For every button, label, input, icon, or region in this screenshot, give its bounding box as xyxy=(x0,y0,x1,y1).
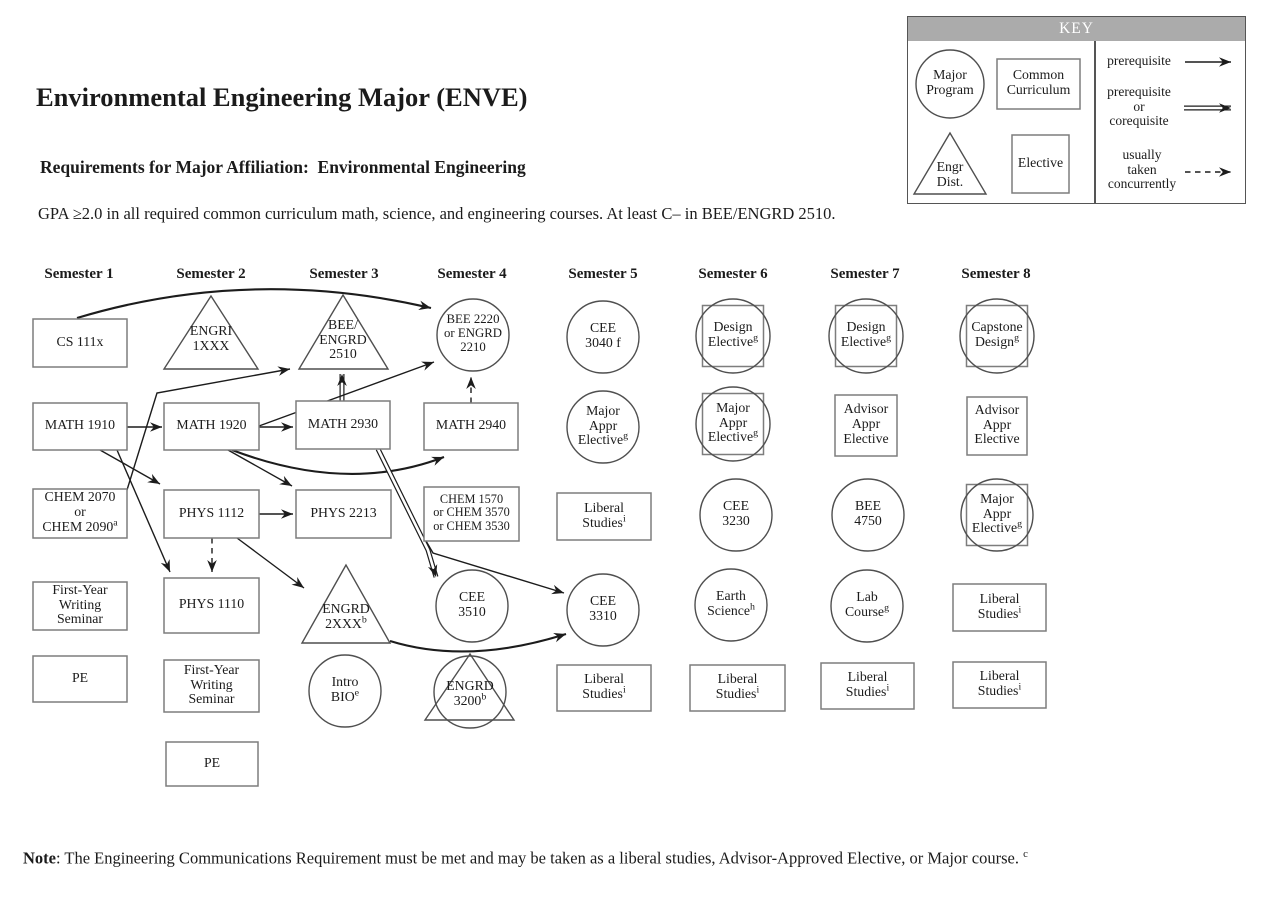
label-libst5a: Liberal Studies$^i$ xyxy=(582,499,626,530)
key-legend xyxy=(907,16,1246,204)
label-introbio: Intro BIO$^e$ xyxy=(330,674,360,704)
label-labcourse: Lab Course$^g$ xyxy=(844,589,890,619)
label-key-prerequisite-label: prerequisite xyxy=(1107,52,1171,68)
footnote-body: : The Engineering Communications Requirement must be met and may be taken as a liberal studies, Advisor-Approved Elective, or Major course. xyxy=(55,848,1024,868)
label-key-engr-dist: Engr Dist. xyxy=(936,159,964,189)
label-key-prerequisite-or-corequisite-label: prerequisite or corequisite xyxy=(1107,84,1171,129)
affiliation-heading: Requirements for Major Affiliation: Environmental Engineering xyxy=(40,157,526,177)
gpa-requirement: GPA ≥2.0 in all required common curriculum math, science, and engineering courses. At least C– in BEE/ENGRD 2510. xyxy=(38,204,836,223)
footnote-sup: c xyxy=(1023,848,1028,860)
edge-phys1112-phys1110 xyxy=(207,538,217,572)
page-title: Environmental Engineering Major (ENVE) xyxy=(36,82,528,112)
label-fyws1: First-Year Writing Seminar xyxy=(52,581,108,627)
label-pe2: PE xyxy=(203,754,221,770)
label-chem1570: CHEM 1570 or CHEM 3570 or CHEM 3530 xyxy=(433,492,510,533)
label-design6: Design Elective$^g$ xyxy=(707,319,759,349)
edge-math1920-phys2213 xyxy=(228,450,292,486)
key-divider xyxy=(1094,41,1096,203)
label-cee3510: CEE 3510 xyxy=(458,589,486,619)
semester-header-6: Semester 6 xyxy=(698,266,768,282)
label-design7: Design Elective$^g$ xyxy=(840,319,892,349)
semester-header-1: Semester 1 xyxy=(44,266,114,282)
edge-math2940-bee2220 xyxy=(466,377,476,403)
label-cee3040: CEE 3040 f xyxy=(585,320,621,350)
label-bee4750: BEE 4750 xyxy=(854,498,882,528)
label-phys2213: PHYS 2213 xyxy=(310,504,377,520)
label-fyws2: First-Year Writing Seminar xyxy=(183,661,240,707)
key-title: KEY xyxy=(908,17,1245,41)
label-key-common-curriculum: Common Curriculum xyxy=(1006,67,1071,97)
label-cs111x: CS 111x xyxy=(56,333,104,349)
label-math1910: MATH 1910 xyxy=(44,417,116,433)
label-math2940: MATH 2940 xyxy=(435,417,507,433)
label-cee3310: CEE 3310 xyxy=(589,593,617,623)
label-cee3230: CEE 3230 xyxy=(722,498,750,528)
label-advisorappr7: Advisor Appr Elective xyxy=(843,401,889,446)
footnote xyxy=(23,848,1028,869)
label-key-elective: Elective xyxy=(1017,154,1064,170)
footnote-label: Note xyxy=(23,848,56,868)
semester-header-2: Semester 2 xyxy=(176,266,246,282)
label-libst6: Liberal Studies$^i$ xyxy=(715,671,760,701)
label-bee2510: BEE/ ENGRD 2510 xyxy=(319,316,367,362)
edge-math1910-math1920 xyxy=(127,422,162,432)
label-libst5b: Liberal Studies$^i$ xyxy=(582,671,626,701)
label-key-major-program: Major Program xyxy=(926,67,974,97)
semester-header-3: Semester 3 xyxy=(309,266,379,282)
label-majorappr6: Major Appr Elective$^g$ xyxy=(707,399,759,445)
semester-header-5: Semester 5 xyxy=(568,266,638,282)
label-engrd2xxx: ENGRD 2XXX$^b$ xyxy=(322,601,370,631)
label-majorappr5: Major Appr Elective$^g$ xyxy=(577,402,629,448)
label-phys1112: PHYS 1112 xyxy=(178,504,245,520)
label-capstonedesign: Capstone Design$^g$ xyxy=(971,319,1023,349)
label-key-usually-taken-concurrently-label: usually taken concurrently xyxy=(1107,147,1177,192)
label-math1920: MATH 1920 xyxy=(176,417,247,433)
semester-header-7: Semester 7 xyxy=(830,266,900,282)
label-engrd3200: ENGRD 3200$^b$ xyxy=(446,678,494,708)
semester-header-8: Semester 8 xyxy=(961,266,1031,282)
label-bee2220: BEE 2220 or ENGRD 2210 xyxy=(444,312,502,354)
label-advisorappr8: Advisor Appr Elective xyxy=(974,401,1020,447)
label-engri1xxx: ENGRI 1XXX xyxy=(189,323,233,353)
label-libst8a: Liberal Studies$^i$ xyxy=(977,590,1022,621)
label-chem2070: CHEM 2070 or CHEM 2090$^a$ xyxy=(42,489,118,534)
label-phys1110: PHYS 1110 xyxy=(178,596,245,612)
edge-phys1112-phys2213 xyxy=(259,509,293,519)
semester-header-4: Semester 4 xyxy=(437,266,507,282)
label-pe1: PE xyxy=(71,669,89,685)
label-majorappr8: Major Appr Elective$^g$ xyxy=(971,490,1023,536)
label-libst7: Liberal Studies$^i$ xyxy=(845,669,890,699)
label-earthscience: Earth Science$^h$ xyxy=(707,588,755,618)
label-math2930: MATH 2930 xyxy=(307,415,379,431)
edge-cs111x-bee2220 xyxy=(77,289,431,318)
label-libst8b: Liberal Studies$^i$ xyxy=(977,668,1022,698)
